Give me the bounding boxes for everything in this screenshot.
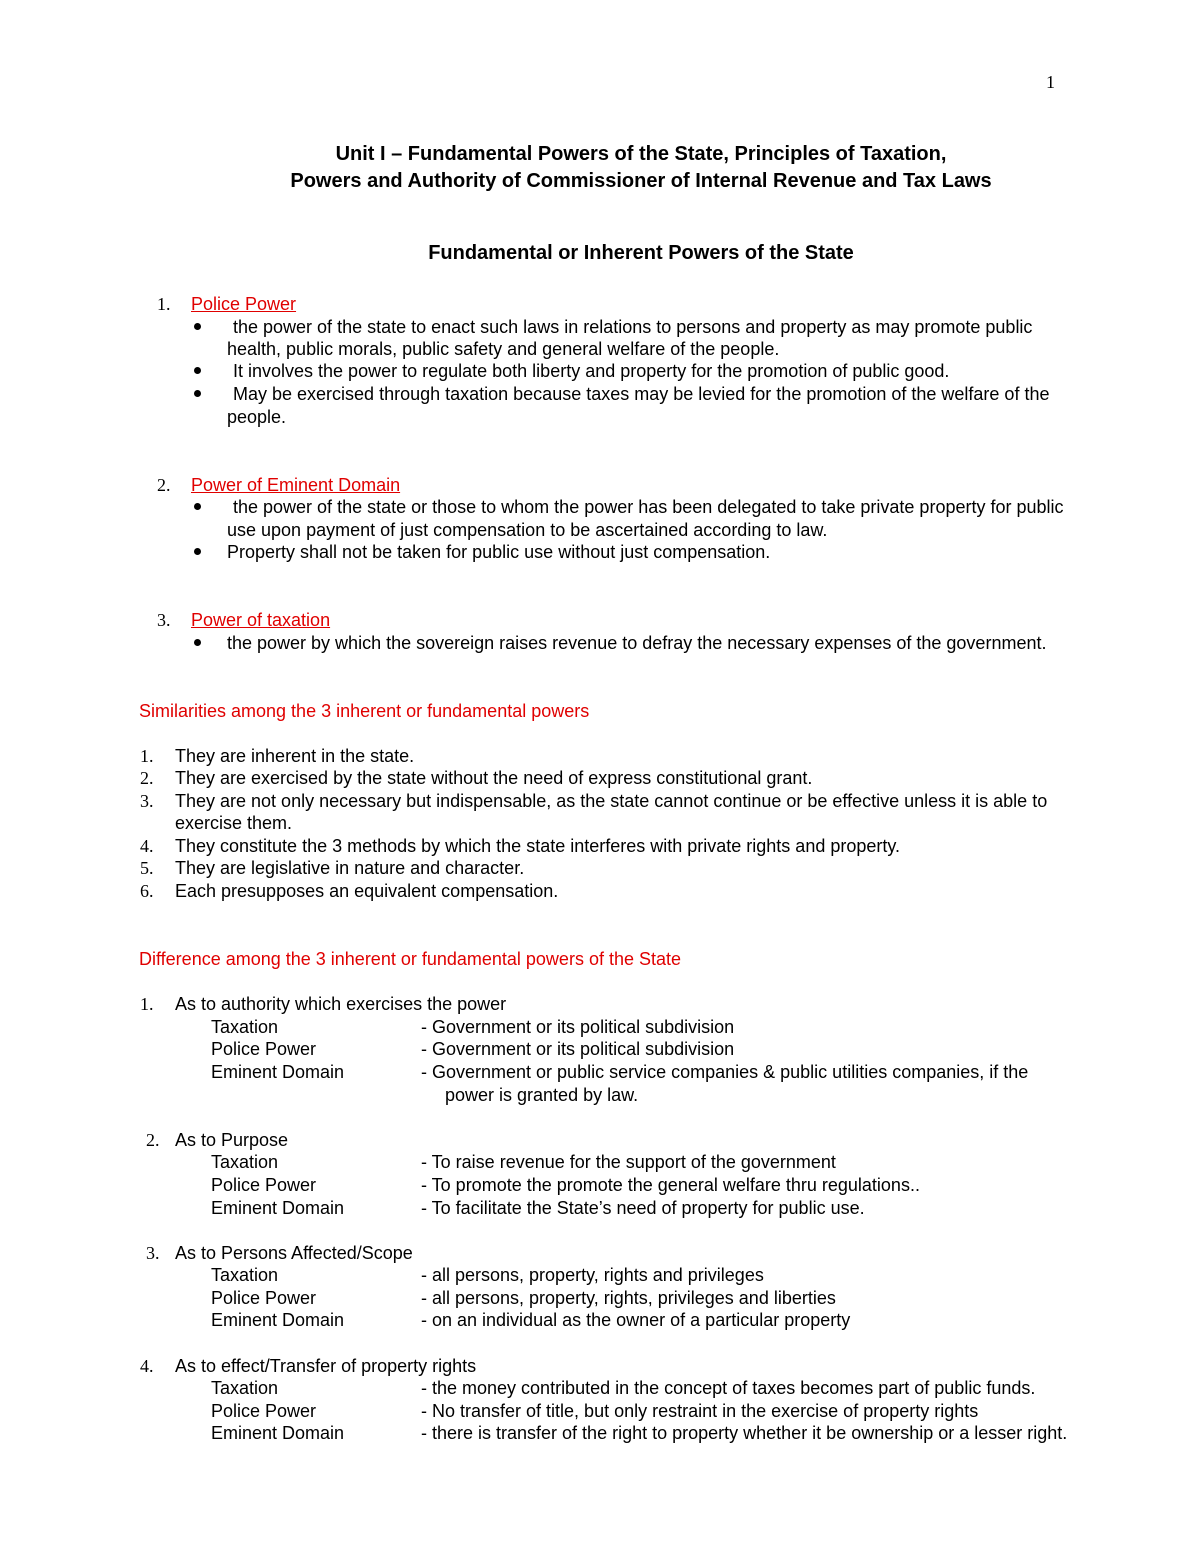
difference-description: - To promote the promote the general welfare thru regulations.. — [421, 1175, 920, 1195]
difference-label: Police Power — [211, 1039, 317, 1059]
similarity-number: 1. — [140, 746, 154, 766]
bullet-icon — [194, 367, 201, 374]
difference-description: - Government or its political subdivision — [421, 1039, 735, 1059]
difference-number: 3. — [146, 1243, 160, 1263]
bullet-text-continuation: people. — [227, 407, 287, 427]
difference-description: - Government or public service companies & public utilities companies, if the — [421, 1062, 1029, 1082]
similarity-number: 4. — [140, 836, 154, 856]
power-name-taxation: Power of taxation — [191, 610, 331, 630]
difference-number: 2. — [146, 1130, 160, 1150]
difference-description: - on an individual as the owner of a particular property — [421, 1310, 851, 1330]
power-number: 3. — [157, 610, 171, 630]
bullet-text: the power of the state or those to whom the power has been delegated to take private property for public — [233, 497, 1064, 517]
bullet-icon — [194, 503, 201, 510]
difference-label: Taxation — [211, 1265, 279, 1285]
similarity-item: They are legislative in nature and character. — [175, 858, 525, 878]
similarity-item: Each presupposes an equivalent compensation. — [175, 881, 559, 901]
bullet-icon — [194, 548, 201, 555]
similarity-number: 3. — [140, 791, 154, 811]
bullet-text: the power of the state to enact such laws in relations to persons and property as may promote public — [233, 317, 1033, 337]
difference-title: As to Persons Affected/Scope — [175, 1243, 413, 1263]
power-name-eminent-domain: Power of Eminent Domain — [191, 475, 401, 495]
difference-label: Police Power — [211, 1401, 317, 1421]
bullet-icon — [194, 390, 201, 397]
similarity-number: 6. — [140, 881, 154, 901]
bullet-text-continuation: health, public morals, public safety and general welfare of the people. — [227, 339, 780, 359]
power-name-police-power: Police Power — [191, 294, 297, 314]
difference-description: - there is transfer of the right to property whether it be ownership or a lesser right. — [421, 1423, 1068, 1443]
document-title-line-2: Powers and Authority of Commissioner of Internal Revenue and Tax Laws — [290, 170, 992, 192]
difference-description: - No transfer of title, but only restraint in the exercise of property rights — [421, 1401, 979, 1421]
difference-label: Eminent Domain — [211, 1310, 345, 1330]
difference-title: As to authority which exercises the power — [175, 994, 507, 1014]
differences-heading: Difference among the 3 inherent or fundamental powers of the State — [139, 949, 682, 969]
difference-label: Police Power — [211, 1175, 317, 1195]
similarity-item: They are inherent in the state. — [175, 746, 415, 766]
similarity-item: They are not only necessary but indispensable, as the state cannot continue or be effective unless it is able to — [175, 791, 1048, 811]
difference-label: Eminent Domain — [211, 1062, 345, 1082]
similarity-item: They are exercised by the state without the need of express constitutional grant. — [175, 768, 813, 788]
document-title-line-1: Unit I – Fundamental Powers of the State, Principles of Taxation, — [335, 143, 947, 165]
difference-label: Taxation — [211, 1017, 279, 1037]
difference-description: - To raise revenue for the support of the government — [421, 1152, 836, 1172]
page-number: 1 — [1046, 72, 1055, 92]
similarity-number: 2. — [140, 768, 154, 788]
difference-number: 1. — [140, 994, 154, 1014]
bullet-text: It involves the power to regulate both liberty and property for the promotion of public good. — [233, 361, 950, 381]
difference-title: As to effect/Transfer of property rights — [175, 1356, 477, 1376]
difference-label: Taxation — [211, 1152, 279, 1172]
difference-label: Taxation — [211, 1378, 279, 1398]
difference-label: Eminent Domain — [211, 1423, 345, 1443]
difference-title: As to Purpose — [175, 1130, 289, 1150]
similarity-number: 5. — [140, 858, 154, 878]
bullet-icon — [194, 323, 201, 330]
similarity-item-continuation: exercise them. — [175, 813, 293, 833]
difference-description-continuation: power is granted by law. — [445, 1085, 639, 1105]
difference-description: - all persons, property, rights, privileges and liberties — [421, 1288, 836, 1308]
bullet-text: May be exercised through taxation because taxes may be levied for the promotion of the welfare of the — [233, 384, 1050, 404]
difference-number: 4. — [140, 1356, 154, 1376]
similarity-item: They constitute the 3 methods by which the state interferes with private rights and property. — [175, 836, 901, 856]
difference-label: Police Power — [211, 1288, 317, 1308]
similarities-heading: Similarities among the 3 inherent or fundamental powers — [139, 701, 590, 721]
bullet-icon — [194, 639, 201, 646]
power-number: 2. — [157, 475, 171, 495]
bullet-text-continuation: use upon payment of just compensation to be ascertained according to law. — [227, 520, 828, 540]
difference-description: - the money contributed in the concept of taxes becomes part of public funds. — [421, 1378, 1036, 1398]
difference-label: Eminent Domain — [211, 1198, 345, 1218]
difference-description: - all persons, property, rights and privileges — [421, 1265, 764, 1285]
difference-description: - To facilitate the State’s need of property for public use. — [421, 1198, 865, 1218]
power-number: 1. — [157, 294, 171, 314]
bullet-text: the power by which the sovereign raises revenue to defray the necessary expenses of the government. — [227, 633, 1047, 653]
section-heading: Fundamental or Inherent Powers of the State — [428, 242, 854, 264]
bullet-text: Property shall not be taken for public use without just compensation. — [227, 542, 771, 562]
difference-description: - Government or its political subdivision — [421, 1017, 735, 1037]
